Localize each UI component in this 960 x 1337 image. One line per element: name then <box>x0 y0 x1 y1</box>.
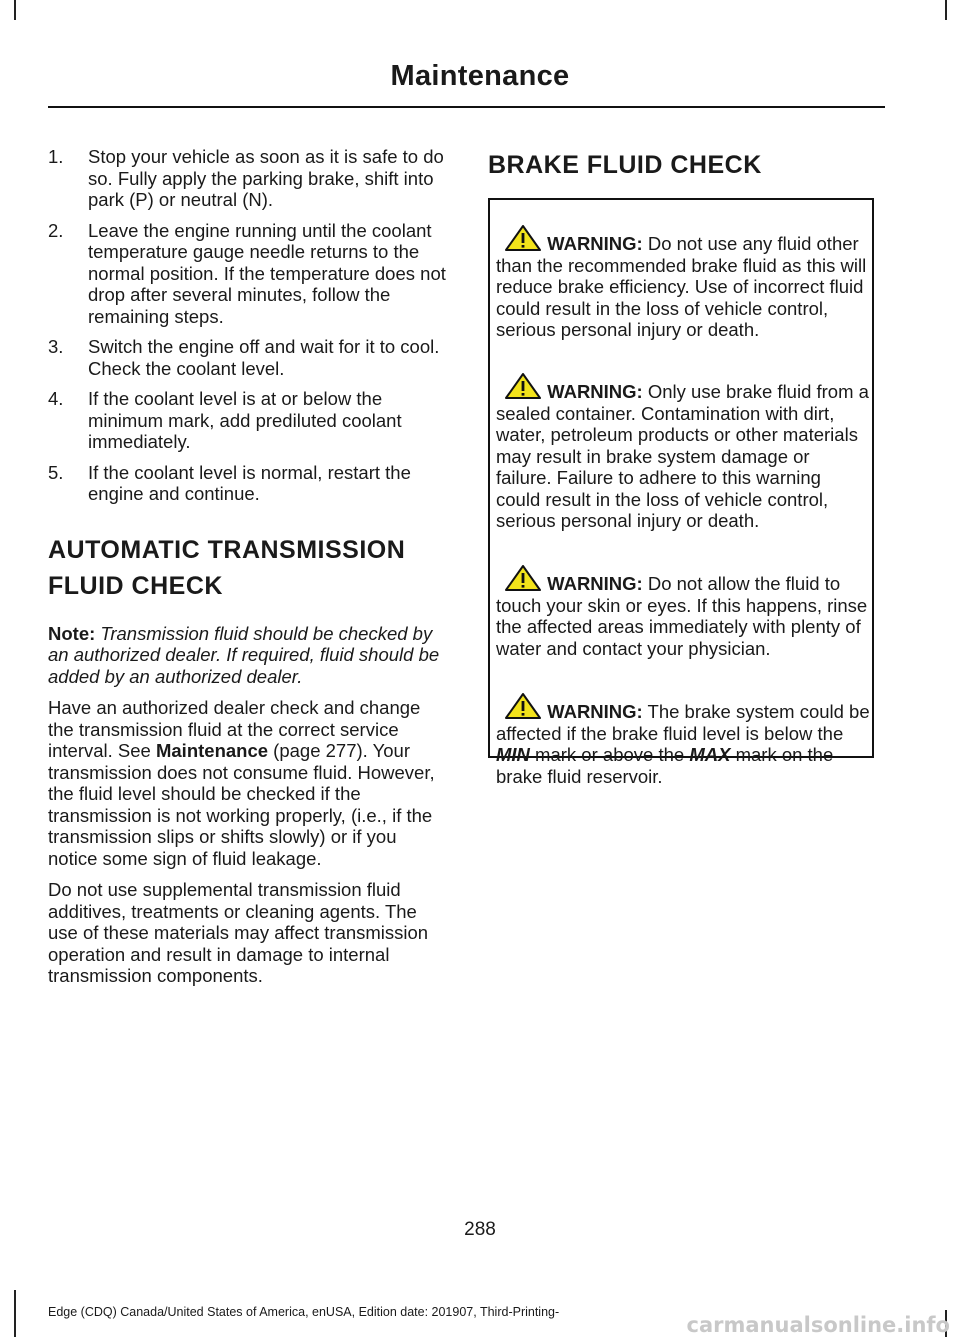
right-column <box>488 146 878 180</box>
list-item: 5. If the coolant level is normal, restart the engine and continue. <box>48 461 411 504</box>
page-number: 288 <box>464 1219 496 1240</box>
left-column <box>48 146 448 997</box>
atf-note: Note: Transmission fluid should be checked by an authorized dealer. If required, fluid should be added by an authorized dealer. <box>48 622 440 687</box>
warning-4: WARNING: The brake system could be affected if the brake fluid level is below the MIN mark or above the MAX mark on the brake fluid reservoir. <box>496 692 870 787</box>
atf-paragraph-1: Have an authorized dealer check and change the transmission fluid at the correct service interval. See Maintenance (page 277). Your transmission does not consume fluid. However, the fluid level should be checked if the transmission is not working properly, (i.e., if the transmission slips or shifts slowly) or if you notice some sign of fluid leakage. <box>48 697 435 869</box>
crop-mark-bottom-left <box>14 1290 16 1337</box>
atf-paragraph-2: Do not use supplemental transmission fluid additives, treatments or cleaning agents. The use of these materials may affect transmission operation and result in damage to internal transmission components. <box>48 879 429 986</box>
atf-heading: AUTOMATIC TRANSMISSION FLUID CHECK <box>48 535 406 600</box>
warning-1: WARNING: Do not use any fluid other than the recommended brake fluid as this will reduce brake efficiency. Use of incorrect fluid could result in the loss of vehicle control, serious personal injury or death. <box>496 224 870 341</box>
crop-mark-top-right <box>945 0 947 20</box>
page-title: Maintenance <box>390 60 570 92</box>
header-divider <box>48 106 885 108</box>
warning-triangle-icon <box>504 564 542 592</box>
coolant-steps-list <box>48 146 448 505</box>
warning-2: WARNING: Only use brake fluid from a sealed container. Contamination with dirt, water, petroleum products or other materials may result in brake system damage or failure. Failure to adhere to this warning could result in the loss of vehicle control, serious personal injury or death. <box>496 372 870 532</box>
brake-heading: BRAKE FLUID CHECK <box>488 151 762 179</box>
watermark: carmanualsonline.info <box>686 1313 950 1337</box>
list-item: 3. Switch the engine off and wait for it to cool. Check the coolant level. <box>48 336 440 379</box>
maintenance-link[interactable]: Maintenance <box>155 740 269 761</box>
footer-edition: Edge (CDQ) Canada/United States of America, enUSA, Edition date: 201907, Third-Printing- <box>48 1305 560 1319</box>
warning-triangle-icon <box>504 692 542 720</box>
warning-triangle-icon <box>504 372 542 400</box>
warning-triangle-icon <box>504 224 542 252</box>
warning-3: WARNING: Do not allow the fluid to touch your skin or eyes. If this happens, rinse the affected areas immediately with plenty of water and contact your physician. <box>496 564 870 659</box>
list-item: 4. If the coolant level is at or below the minimum mark, add prediluted coolant immediately. <box>48 388 402 452</box>
list-item: 1. Stop your vehicle as soon as it is safe to do so. Fully apply the parking brake, shift into park (P) or neutral (N). <box>48 146 444 210</box>
crop-mark-top-left <box>14 0 16 20</box>
warning-box <box>488 198 874 787</box>
list-item: 2. Leave the engine running until the coolant temperature gauge needle returns to the normal position. If the temperature does not drop after several minutes, follow the remaining steps. <box>48 219 446 327</box>
